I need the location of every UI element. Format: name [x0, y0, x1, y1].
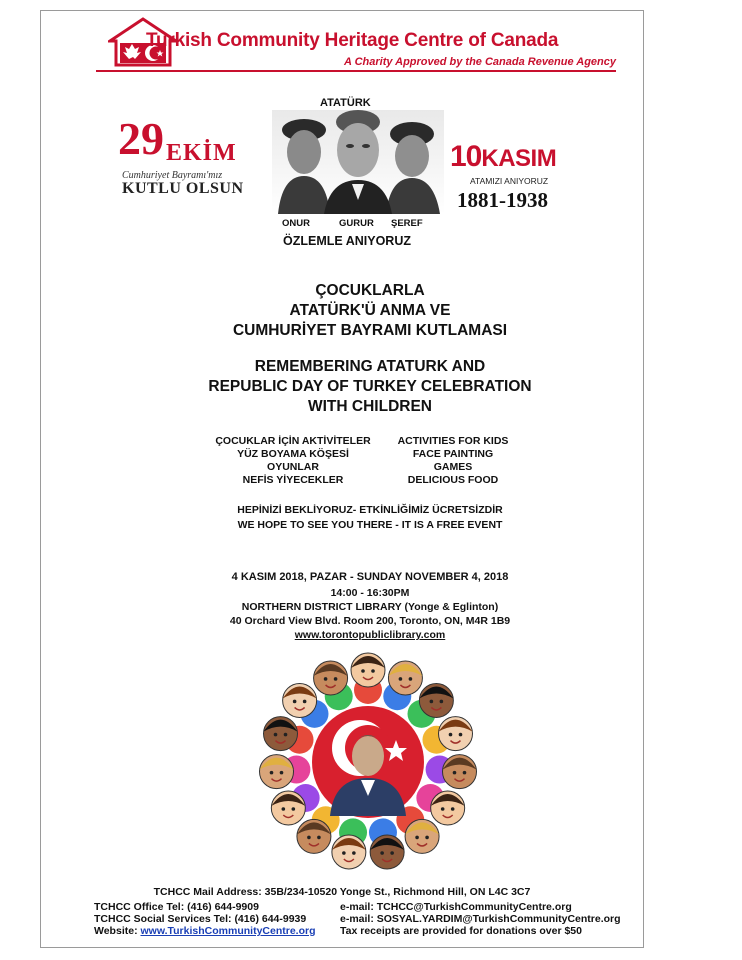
footer-left [94, 901, 316, 937]
ekim-number: 29 [118, 113, 164, 164]
header-divider [96, 70, 616, 72]
activity-item: OYUNLAR [267, 461, 319, 473]
portrait-word-seref: ŞEREF [391, 218, 423, 229]
portrait-caption: ATATÜRK [320, 97, 371, 109]
kasim-subtitle: ATAMIZI ANIYORUZ [470, 176, 549, 186]
footer-social-tel: TCHCC Social Services Tel: (416) 644-9939 [94, 913, 307, 925]
years: 1881-1938 [457, 188, 548, 212]
event-date: 4 KASIM 2018, PAZAR - SUNDAY NOVEMBER 4, 2018 [231, 571, 509, 583]
activity-item: DELICIOUS FOOD [407, 474, 499, 486]
event-venue: NORTHERN DISTRICT LIBRARY (Yonge & Eglinton) [241, 601, 499, 613]
headline-tr-line: ÇOCUKLARLA [315, 282, 425, 299]
footer-mail-address: TCHCC Mail Address: 35B/234-10520 Yonge St., Richmond Hill, ON L4C 3C7 [153, 886, 531, 898]
child-figure [351, 653, 385, 704]
activities-turkish [198, 435, 388, 487]
headline-en-line: REMEMBERING ATATURK AND [254, 358, 486, 375]
invite-english: WE HOPE TO SEE YOU THERE - IT IS A FREE EVENT [237, 519, 503, 531]
kasim-number: 10 [450, 140, 482, 173]
kasim-word: KASIM [481, 145, 557, 172]
event-website-link[interactable]: www.torontopubliclibrary.com [294, 629, 446, 641]
footer-email-1[interactable]: e-mail: TCHCC@TurkishCommunityCentre.org [340, 901, 572, 913]
footer-website-link[interactable]: www.TurkishCommunityCentre.org [140, 925, 316, 937]
child-figure [260, 755, 311, 789]
footer-email-2[interactable]: e-mail: SOSYAL.YARDIM@TurkishCommunityCentre.org [340, 913, 621, 925]
portrait-word-gurur: GURUR [339, 218, 374, 229]
portrait-word-onur: ONUR [282, 218, 310, 229]
ataturk-portrait-image [272, 110, 444, 214]
event-address: 40 Orchard View Blvd. Room 200, Toronto, ON, M4R 1B9 [229, 615, 511, 627]
footer-office-tel: TCHCC Office Tel: (416) 644-9909 [94, 901, 259, 913]
footer-website-label: Website: [94, 925, 141, 937]
event-time: 14:00 - 16:30PM [330, 587, 410, 599]
activity-item: NEFİS YİYECEKLER [242, 474, 344, 486]
activity-item: GAMES [433, 461, 473, 473]
activity-item: FACE PAINTING [412, 448, 494, 460]
footer-tax-note: Tax receipts are provided for donations over $50 [340, 925, 582, 937]
org-name: Turkish Community Heritage Centre of Canada [146, 30, 559, 51]
headline-en-line: WITH CHILDREN [308, 398, 432, 415]
children-ring-image [248, 644, 488, 880]
child-figure [426, 755, 477, 789]
footer-right [340, 901, 621, 937]
ozlemle-aniyoruz: ÖZLEMLE ANIYORUZ [282, 234, 411, 248]
invite-text [140, 503, 600, 533]
headline-en-line: REPUBLIC DAY OF TURKEY CELEBRATION [208, 378, 532, 395]
headline-tr-line: ATATÜRK'Ü ANMA VE [289, 302, 451, 319]
activities-english [378, 435, 528, 487]
org-tagline: A Charity Approved by the Canada Revenue Agency [343, 56, 616, 68]
invite-turkish: HEPİNİZİ BEKLİYORUZ- ETKİNLİĞİMİZ ÜCRETSİZDİR [237, 504, 503, 516]
headline-turkish [140, 281, 600, 341]
kasim-heading [450, 142, 556, 174]
event-details [140, 569, 600, 642]
ekim-subtitle: Cumhuriyet Bayramı'mız [122, 170, 223, 181]
activity-item: YÜZ BOYAMA KÖŞESİ [237, 448, 349, 460]
ekim-word: EKİM [166, 140, 237, 166]
activity-item: ACTIVITIES FOR KIDS [397, 435, 509, 447]
headline-tr-line: CUMHURİYET BAYRAMI KUTLAMASI [232, 322, 508, 339]
ekim-kutlu-olsun: KUTLU OLSUN [122, 180, 244, 197]
headline-english [140, 357, 600, 417]
activity-item: ÇOCUKLAR İÇİN AKTİVİTELER [215, 435, 371, 447]
